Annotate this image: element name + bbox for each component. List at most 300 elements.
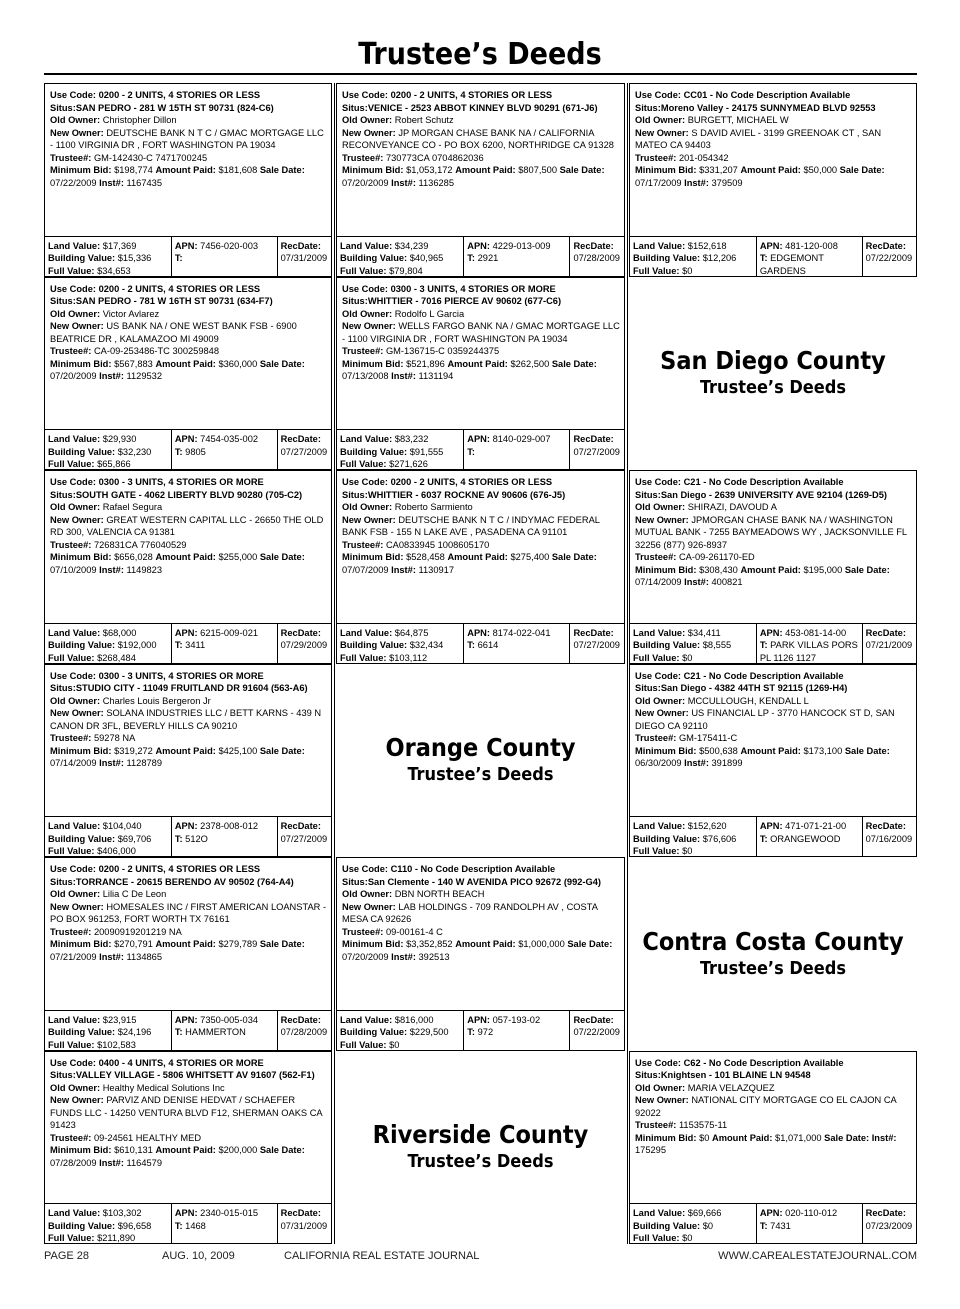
county-name: Riverside County [372, 1120, 589, 1150]
trustee-value: 1153575-11 [678, 1120, 728, 1130]
trustee-value: 09-00161-4 C [385, 926, 443, 937]
inst-label: Inst#: [99, 371, 124, 381]
record-details [45, 858, 331, 1010]
trustee-line [50, 152, 327, 165]
land-value-label: Land Value: [340, 627, 393, 638]
county-name: San Diego County [660, 346, 886, 376]
old-owner-value: MCCULLOUGH, KENDALL L [687, 695, 809, 706]
amount-paid-label: Amount Paid: [155, 939, 216, 949]
trustee-value: GM-175411-C [678, 733, 738, 743]
inst-value: 391899 [711, 758, 743, 768]
old-owner-value: BURGETT, MICHAEL W [687, 115, 789, 125]
situs-line [635, 102, 912, 115]
amount-paid-label: Amount Paid: [155, 552, 216, 562]
sale-date-value: 07/28/2009 [50, 1157, 97, 1168]
inst-label: Inst#: [99, 564, 124, 575]
record-details [337, 84, 624, 236]
bid-line [50, 745, 327, 770]
recdate-value: 07/31/2009 [280, 1220, 328, 1231]
inst-label: Inst#: [684, 758, 709, 768]
new-owner-line [635, 707, 912, 732]
old-owner-label: Old Owner: [635, 502, 686, 512]
use-code-label: Use Code: [635, 477, 681, 487]
building-value-value: $24,196 [117, 1027, 152, 1038]
recdate-value: 07/27/2009 [280, 446, 328, 457]
sale-date-value: 07/20/2009 [342, 951, 389, 962]
use-code-line [50, 1057, 327, 1070]
apn-value: 020-110-012 [785, 1208, 838, 1218]
min-bid-value: $528,458 [406, 552, 445, 562]
inst-value: 1129532 [126, 371, 163, 381]
land-value-value: $83,232 [394, 434, 429, 444]
building-value-value: $76,606 [702, 833, 737, 844]
use-code-label: Use Code: [342, 477, 388, 487]
new-owner-label: New Owner: [342, 514, 396, 525]
use-code-value: 0300 - 3 UNITS, 4 STORIES OR MORE [98, 477, 264, 487]
recdate-col [862, 237, 916, 276]
apn-value: 057-193-02 [492, 1014, 541, 1025]
full-value-label: Full Value: [633, 652, 680, 663]
record-details [630, 471, 916, 623]
min-bid-value: $521,896 [406, 358, 445, 369]
apn-label: APN: [174, 1014, 198, 1025]
record-card [336, 470, 625, 664]
amount-paid-label: Amount Paid: [155, 745, 216, 756]
bid-line [635, 564, 912, 589]
full-value-label: Full Value: [340, 1039, 387, 1050]
use-code-line [635, 1057, 912, 1070]
sale-date-label: Sale Date: [824, 1132, 870, 1143]
trustee-label: Trustee#: [50, 152, 92, 163]
min-bid-label: Minimum Bid: [50, 939, 112, 949]
full-value-label: Full Value: [340, 652, 387, 663]
record-details [337, 278, 624, 430]
trustee-label: Trustee#: [50, 926, 92, 937]
t-label: T: [174, 640, 183, 651]
apn-col [463, 624, 569, 663]
situs-line [50, 489, 327, 502]
values-col [630, 624, 756, 663]
record-values [45, 623, 331, 663]
inst-value: 1128789 [126, 758, 163, 768]
full-value-value: $271,626 [389, 459, 428, 469]
new-owner-line [635, 127, 912, 152]
apn-label: APN: [759, 240, 783, 251]
full-value-value: $79,804 [389, 265, 423, 276]
recdate-col [277, 1204, 331, 1243]
use-code-label: Use Code: [342, 283, 388, 294]
building-value-label: Building Value: [48, 640, 116, 651]
use-code-value: 0200 - 2 UNITS, 4 STORIES OR LESS [98, 90, 261, 100]
values-col [337, 624, 463, 663]
apn-col [171, 237, 277, 276]
situs-line [342, 489, 620, 502]
record-details [45, 278, 331, 430]
new-owner-value: US FINANCIAL LP - 3770 HANCOCK ST D, SAN DIEGO CA 92110 [635, 708, 895, 731]
amount-paid-label: Amount Paid: [155, 1145, 216, 1155]
full-value-value: $406,000 [97, 846, 136, 856]
inst-label: Inst#: [391, 371, 416, 381]
situs-line [50, 876, 327, 889]
min-bid-label: Minimum Bid: [50, 165, 112, 175]
situs-line [50, 682, 327, 695]
land-value-value: $152,620 [687, 821, 727, 831]
trustee-label: Trustee#: [50, 733, 92, 743]
recdate-col [277, 430, 331, 469]
record-body [337, 84, 624, 276]
min-bid-value: $656,028 [114, 552, 153, 562]
sale-date-value: 07/22/2009 [50, 177, 97, 188]
bid-line [342, 938, 620, 963]
full-value-label: Full Value: [633, 1233, 680, 1243]
footer-url[interactable]: WWW.CAREALESTATEJOURNAL.COM [718, 1250, 917, 1262]
trustee-line [635, 1119, 912, 1132]
use-code-line [635, 476, 912, 489]
t-label: T: [467, 1027, 476, 1038]
new-owner-value: SOLANA INDUSTRIES LLC / BETT KARNS - 439 N CANON DR 3FL, BEVERLY HILLS CA 90210 [50, 708, 322, 731]
old-owner-label: Old Owner: [50, 889, 101, 899]
land-value-value: $34,239 [394, 240, 429, 251]
building-value-value: $96,658 [117, 1220, 152, 1231]
situs-label: Situs: [50, 102, 76, 113]
land-value-value: $104,040 [102, 821, 142, 831]
new-owner-label: New Owner: [342, 127, 396, 138]
apn-col [171, 1011, 277, 1050]
use-code-line [342, 283, 620, 296]
building-value-label: Building Value: [633, 833, 701, 844]
amount-paid-value: $181,608 [218, 165, 258, 175]
situs-value: Moreno Valley - 24175 SUNNYMEAD BLVD 92553 [660, 102, 876, 113]
recdate-value: 07/21/2009 [865, 640, 913, 651]
trustee-label: Trustee#: [50, 346, 92, 356]
apn-label: APN: [467, 434, 490, 444]
record-card [629, 470, 917, 664]
apn-col [463, 237, 569, 276]
inst-label: Inst#: [871, 1132, 897, 1143]
old-owner-line [50, 114, 327, 127]
recdate-value: 07/16/2009 [865, 833, 913, 844]
inst-value: 1149823 [126, 564, 163, 575]
record-card [44, 83, 332, 277]
use-code-line [50, 89, 327, 102]
record-details [45, 1052, 331, 1204]
trustee-value: 59278 NA [93, 733, 136, 743]
apn-value: 4229-013-009 [492, 240, 551, 251]
old-owner-line [635, 1082, 912, 1095]
record-body [337, 471, 624, 663]
apn-value: 471-071-21-00 [785, 821, 847, 831]
recdate-value: 07/27/2009 [280, 833, 328, 844]
min-bid-value: $308,430 [699, 564, 738, 575]
apn-value: 2378-008-012 [200, 821, 259, 831]
new-owner-value: JP MORGAN CHASE BANK NA / CALIFORNIA RECONVEYANCE CO - PO BOX 6200, NORTHRIDGE CA 91328 [342, 127, 614, 150]
trustee-label: Trustee#: [50, 539, 92, 550]
full-value-label: Full Value: [633, 265, 680, 276]
old-owner-value: Charles Louis Bergeron Jr [102, 695, 211, 706]
situs-line [50, 102, 327, 115]
apn-col [171, 430, 277, 469]
situs-label: Situs: [50, 1070, 76, 1080]
building-value-label: Building Value: [48, 833, 116, 844]
situs-value: San Clemente - 140 W AVENIDA PICO 92672 (992-G4) [367, 876, 602, 887]
sale-date-label: Sale Date: [567, 939, 613, 949]
old-owner-label: Old Owner: [50, 308, 101, 319]
sale-date-value: 07/14/2009 [50, 758, 97, 768]
inst-value: 392513 [418, 951, 450, 962]
inst-label: Inst#: [99, 951, 124, 962]
t-value: ORANGEWOOD [770, 833, 841, 844]
land-value-value: $152,618 [687, 240, 727, 251]
record-details [630, 1052, 916, 1204]
recdate-label: RecDate: [280, 240, 321, 251]
inst-label: Inst#: [99, 177, 124, 188]
t-label: T: [174, 253, 183, 264]
sale-date-value: 07/10/2009 [50, 564, 97, 575]
min-bid-label: Minimum Bid: [635, 1132, 697, 1143]
recdate-col [277, 237, 331, 276]
land-value-label: Land Value: [48, 1208, 101, 1218]
record-values [337, 236, 624, 276]
full-value-label: Full Value: [48, 265, 95, 276]
amount-paid-label: Amount Paid: [447, 358, 508, 369]
t-label: T: [759, 253, 768, 264]
full-value-value: $268,484 [97, 652, 136, 663]
recdate-label: RecDate: [573, 434, 614, 444]
recdate-col [569, 624, 624, 663]
county-subtitle: Trustee’s Deeds [407, 764, 554, 786]
old-owner-line [635, 695, 912, 708]
inst-label: Inst#: [391, 564, 416, 575]
recdate-label: RecDate: [280, 1208, 321, 1218]
situs-value: San Diego - 4382 44TH ST 92115 (1269-H4) [660, 683, 848, 693]
record-values [45, 816, 331, 856]
situs-label: Situs: [50, 683, 76, 693]
situs-label: Situs: [635, 489, 661, 500]
record-body [45, 278, 331, 470]
amount-paid-label: Amount Paid: [740, 165, 801, 175]
sale-date-value: 07/21/2009 [50, 951, 97, 962]
recdate-value: 07/27/2009 [573, 446, 620, 457]
trustee-line [635, 551, 912, 564]
recdate-col [277, 624, 331, 663]
county-subtitle: Trustee’s Deeds [699, 957, 847, 979]
building-value-label: Building Value: [48, 1027, 116, 1038]
recdate-value: 07/22/2009 [573, 1027, 620, 1038]
record-card [44, 857, 332, 1051]
new-owner-label: New Owner: [635, 1095, 689, 1105]
trustee-line [342, 926, 620, 939]
new-owner-line [342, 901, 620, 926]
old-owner-value: MARIA VELAZQUEZ [687, 1082, 775, 1093]
situs-label: Situs: [50, 489, 76, 500]
old-owner-line [50, 308, 327, 321]
min-bid-label: Minimum Bid: [635, 564, 697, 575]
bid-line [342, 358, 620, 383]
recdate-label: RecDate: [280, 1014, 321, 1025]
land-value-label: Land Value: [340, 434, 393, 444]
trustee-line [342, 539, 620, 552]
trustee-line [50, 539, 327, 552]
page-title: Trustee’s Deeds [358, 37, 602, 72]
sale-date-label: Sale Date: [844, 745, 890, 756]
t-value: 9805 [185, 446, 206, 457]
amount-paid-value: $360,000 [218, 358, 258, 369]
values-col [45, 817, 171, 856]
trustee-value: GM-142430-C 7471700245 [93, 152, 208, 163]
recdate-value: 07/31/2009 [280, 253, 328, 264]
recdate-value: 07/29/2009 [280, 640, 328, 651]
old-owner-value: Christopher Dillon [102, 115, 177, 125]
land-value-label: Land Value: [48, 627, 101, 638]
old-owner-label: Old Owner: [635, 1082, 686, 1093]
t-value: PARK VILLAS PORS PL 1126 1127 [759, 640, 858, 663]
land-value-value: $23,915 [102, 1014, 137, 1025]
amount-paid-label: Amount Paid: [447, 552, 508, 562]
t-value: 512O [185, 833, 208, 844]
t-label: T: [759, 640, 768, 651]
apn-value: 7454-035-002 [200, 434, 259, 444]
county-name: Contra Costa County [642, 926, 904, 956]
record-body [45, 84, 331, 276]
apn-label: APN: [174, 240, 198, 251]
situs-label: Situs: [50, 876, 76, 887]
bid-line [342, 164, 620, 189]
page-footer [44, 1248, 917, 1264]
record-card [629, 664, 917, 858]
sale-date-value: 07/14/2009 [635, 577, 682, 587]
amount-paid-value: $275,400 [510, 552, 550, 562]
use-code-line [50, 283, 327, 296]
sale-date-value: 07/20/2009 [50, 371, 97, 381]
record-values [630, 1203, 916, 1243]
situs-value: WHITTIER - 7016 PIERCE AV 90602 (677-C6) [367, 296, 562, 306]
use-code-label: Use Code: [342, 90, 388, 100]
new-owner-label: New Owner: [635, 127, 689, 138]
new-owner-line [50, 1094, 327, 1132]
record-card [336, 83, 625, 277]
footer-journal: CALIFORNIA REAL ESTATE JOURNAL [284, 1250, 480, 1262]
old-owner-value: Lilia C De Leon [102, 889, 167, 899]
t-value: 3411 [185, 640, 206, 651]
recdate-label: RecDate: [865, 1208, 906, 1218]
apn-col [171, 817, 277, 856]
inst-value: 400821 [711, 577, 743, 587]
use-code-label: Use Code: [50, 90, 96, 100]
old-owner-label: Old Owner: [342, 115, 393, 125]
apn-value: 8140-029-007 [492, 434, 551, 444]
values-col [630, 237, 756, 276]
inst-value: 1167435 [126, 177, 163, 188]
trustee-label: Trustee#: [635, 733, 677, 743]
situs-label: Situs: [342, 876, 368, 887]
apn-col [463, 1011, 569, 1050]
bid-line [635, 1132, 912, 1157]
apn-col [171, 624, 277, 663]
footer-page-number: PAGE 28 [44, 1250, 90, 1262]
apn-label: APN: [759, 627, 783, 638]
trustee-line [635, 732, 912, 745]
building-value-value: $15,336 [117, 253, 152, 264]
new-owner-value: WELLS FARGO BANK NA / GMAC MORTGAGE LLC - 1100 VIRGINIA DR , FORT WASHINGTON PA 19034 [342, 321, 620, 344]
building-value-label: Building Value: [340, 640, 408, 651]
inst-value: 175295 [635, 1145, 667, 1155]
trustee-label: Trustee#: [342, 152, 384, 163]
new-owner-value: DEUTSCHE BANK N T C / GMAC MORTGAGE LLC - 1100 VIRGINIA DR , FORT WASHINGTON PA 19034 [50, 127, 324, 150]
building-value-value: $8,555 [702, 640, 732, 651]
use-code-value: 0300 - 3 UNITS, 4 STORIES OR MORE [98, 670, 264, 681]
county-name: Orange County [385, 733, 576, 763]
old-owner-value: Robert Schutz [394, 115, 454, 125]
record-card [44, 1051, 332, 1245]
land-value-value: $29,930 [102, 434, 137, 444]
apn-value: 2340-015-015 [200, 1208, 259, 1218]
record-body [45, 858, 331, 1050]
min-bid-value: $500,638 [699, 745, 738, 756]
new-owner-line [50, 320, 327, 345]
min-bid-label: Minimum Bid: [50, 1145, 112, 1155]
record-card [336, 277, 625, 471]
old-owner-line [342, 888, 620, 901]
apn-value: 7350-005-034 [200, 1014, 259, 1025]
situs-line [635, 489, 912, 502]
apn-value: 453-081-14-00 [785, 627, 847, 638]
record-card [629, 83, 917, 277]
land-value-label: Land Value: [633, 821, 686, 831]
sale-date-label: Sale Date: [259, 1145, 305, 1155]
use-code-label: Use Code: [635, 1057, 681, 1068]
use-code-label: Use Code: [50, 864, 96, 874]
record-details [337, 858, 624, 1010]
record-card [44, 664, 332, 858]
situs-line [635, 682, 912, 695]
record-body [630, 1052, 916, 1244]
new-owner-line [342, 127, 620, 152]
old-owner-value: SHIRAZI, DAVOUD A [687, 502, 777, 512]
situs-value: Knightsen - 101 BLAINE LN 94548 [660, 1070, 811, 1080]
old-owner-value: Rafael Segura [102, 502, 163, 512]
sale-date-value: 07/17/2009 [635, 177, 682, 188]
recdate-col [277, 817, 331, 856]
inst-label: Inst#: [99, 1157, 124, 1168]
apn-label: APN: [174, 821, 198, 831]
bid-line [50, 1144, 327, 1169]
trustee-label: Trustee#: [342, 926, 384, 937]
apn-value: 8174-022-041 [492, 627, 551, 638]
new-owner-label: New Owner: [635, 514, 689, 525]
trustee-line [342, 345, 620, 358]
values-col [337, 430, 463, 469]
min-bid-label: Minimum Bid: [635, 745, 697, 756]
min-bid-label: Minimum Bid: [50, 745, 112, 756]
old-owner-line [342, 501, 620, 514]
values-col [45, 1011, 171, 1050]
amount-paid-value: $50,000 [803, 165, 838, 175]
bid-line [50, 938, 327, 963]
old-owner-line [50, 1082, 327, 1095]
new-owner-line [635, 514, 912, 552]
trustee-value: GM-136715-C 0359244375 [385, 346, 500, 356]
building-value-label: Building Value: [48, 253, 116, 264]
apn-value: 7456-020-003 [200, 240, 259, 251]
use-code-line [635, 670, 912, 683]
building-value-label: Building Value: [633, 253, 701, 264]
apn-col [756, 624, 862, 663]
values-col [45, 624, 171, 663]
new-owner-value: PARVIZ AND DENISE HEDVAT / SCHAEFER FUNDS LLC - 14250 VENTURA BLVD F12, SHERMAN OAKS CA 91423 [50, 1095, 323, 1130]
record-body [337, 858, 624, 1050]
amount-paid-value: $255,000 [218, 552, 258, 562]
record-details [45, 471, 331, 623]
